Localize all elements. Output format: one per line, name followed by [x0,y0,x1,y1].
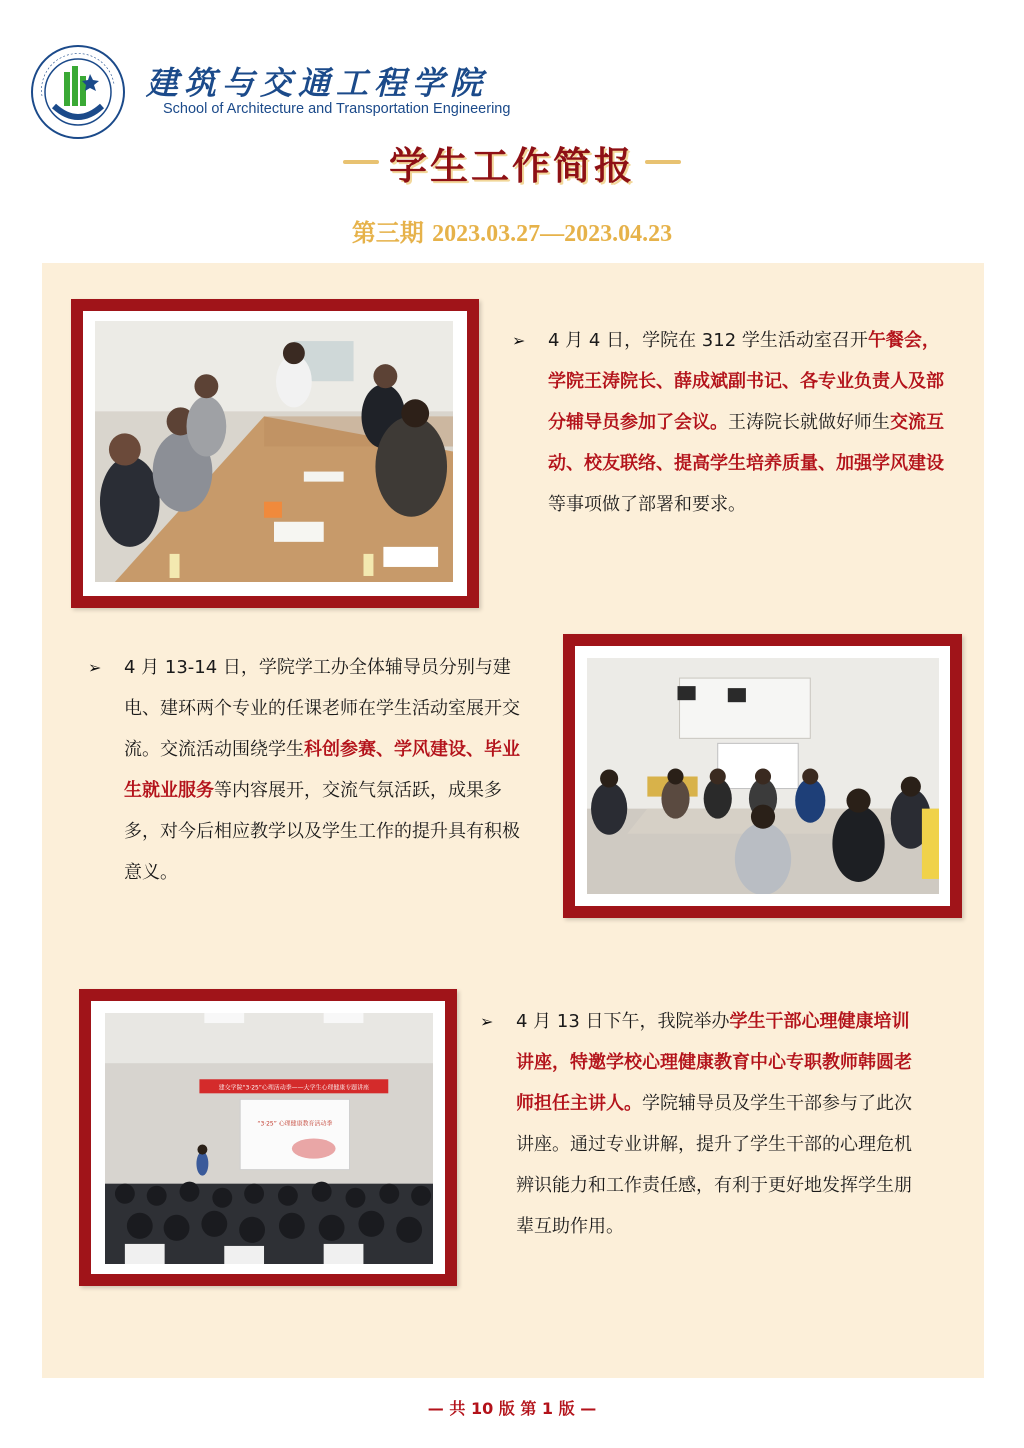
newsletter-title-row [0,140,1024,188]
bullet-arrow-icon: ➢ [88,658,102,677]
article-3-intro: 4 月 13 日下午，我院举办 [516,1011,730,1032]
page-footer: — 共 10 版 第 1 版 — [427,1399,597,1418]
content-panel [42,263,984,1378]
article-1-highlight-1: 午餐会，学院王涛院长、薛成斌副书记、各专业负责人及部分辅导员参加了会议。 [548,330,944,433]
article-2-ending: 等内容展开，交流气氛活跃，成果多多，对今后相应教学以及学生工作的提升具有积极意义。 [124,780,520,883]
article-1-intro: 4 月 4 日，学院在 312 学生活动室召开 [548,330,868,351]
article-1-text [512,320,948,525]
lecture-banner: 建交学院“3·25”心理活动季——大学生心理健康专题讲座 [218,1084,370,1092]
article-1-middle: 王涛院长就做好师生 [728,412,890,433]
article-2-highlight-1: 科创参赛、学风建设、毕业生就业服务 [124,739,520,801]
article-2-intro: 4 月 13-14 日，学院学工办全体辅导员分别与建电、建环两个专业的任课老师在学生活动室展开交流。交流活动围绕学生 [124,657,520,760]
school-name-cn: 建筑与交通工程学院 [146,64,489,102]
photo-frame-2 [563,634,962,918]
photo-frame-1 [71,299,479,608]
title-dash-left [343,160,379,164]
bullet-arrow-icon: ➢ [512,331,526,350]
issue-label: 第三期 [351,218,424,247]
article-1-ending: 等事项做了部署和要求。 [548,494,746,515]
newsletter-title: 学生工作简报 [388,143,635,188]
bullet-arrow-icon: ➢ [480,1012,494,1031]
article-3-text [480,1001,916,1247]
meeting-photo [95,321,453,582]
issue-line [0,213,1024,248]
title-dash-right [645,160,681,164]
article-3-highlight-1: 学生干部心理健康培训讲座，特邀学校心理健康教育中心专职教师韩圆老师担任主讲人。 [516,1011,912,1114]
article-3-ending: 学院辅导员及学生干部参与了此次讲座。通过专业讲解，提升了学生干部的心理危机辨识能力和工作责任感，有利于更好地发挥学生朋辈互助作用。 [516,1093,912,1237]
article-2-text [88,647,520,893]
photo-frame-3 [79,989,457,1286]
article-1-highlight-2: 交流互动、校友联络、提高学生培养质量、加强学风建设 [548,412,944,474]
lecture-photo [105,1013,433,1264]
school-name-en: School of Architecture and Transportation Engineering [163,101,511,117]
issue-dates: 2023.03.27—2023.04.23 [432,221,673,247]
discussion-photo [587,658,939,894]
school-logo [30,44,126,140]
lecture-screen-text: “3·25” 心理健康教育活动季 [257,1120,333,1128]
